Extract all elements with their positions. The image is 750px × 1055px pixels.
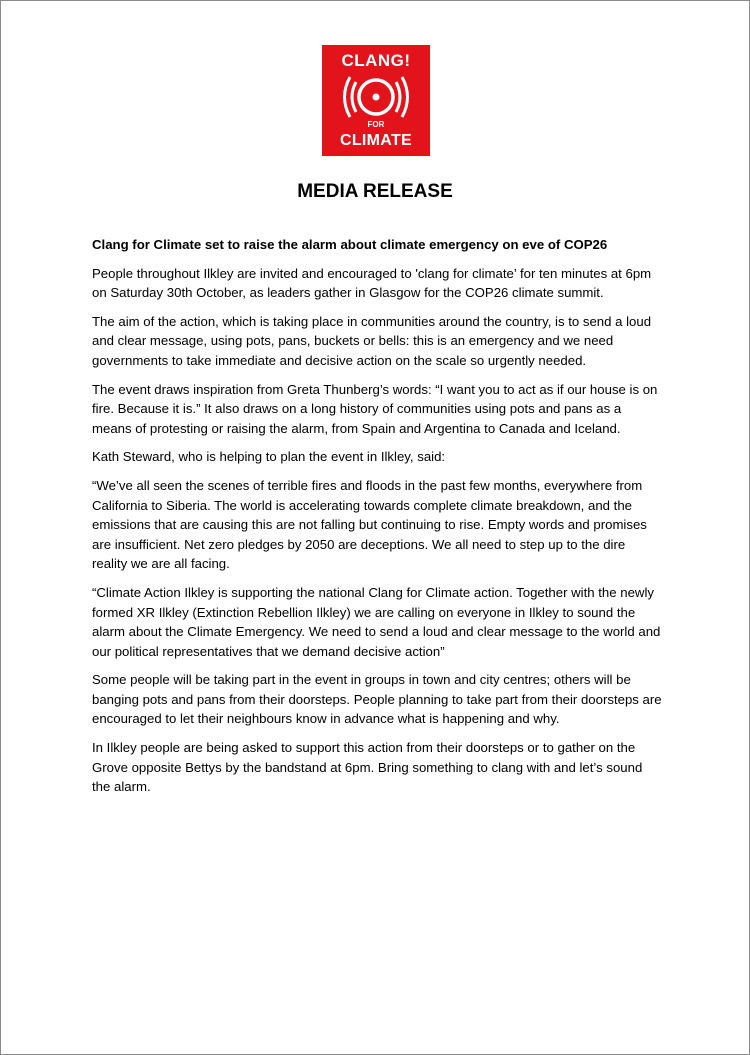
paragraph-participation: Some people will be taking part in the event in groups in town and city centres; others will be banging pots and pans from their doorsteps. People planning to take part from their doorsteps are encouraged to let their neighbours know in advance what is happening and why. — [92, 672, 662, 727]
release-body — [92, 235, 662, 806]
alarm-bell-icon — [336, 70, 416, 126]
paragraph-speaker-intro: Kath Steward, who is helping to plan the event in Ilkley, said: — [92, 449, 446, 465]
logo-bottom-text: CLIMATE — [339, 132, 412, 149]
logo-middle-text: FOR — [367, 120, 385, 129]
page-title: MEDIA RELEASE — [297, 181, 453, 202]
paragraph-quote-2: “Climate Action Ilkley is supporting the national Clang for Climate action. Together with the newly formed XR Ilkley (Extinction Rebellion Ilkley) we are calling on everyone in Ilkley to sound the alarm about the Climate Emergency. We need to send a loud and clear message to the world and our political representatives that we demand decisive action” — [92, 584, 661, 659]
paragraph-aim: The aim of the action, which is taking place in communities around the country, is to send a loud and clear message, using pots, pans, buckets or bells: this is an emergency and we need governments to take immediate and decisive action on the scale so urgently needed. — [92, 313, 652, 368]
logo-top-text: CLANG! — [341, 51, 411, 70]
paragraph-inspiration: The event draws inspiration from Greta Thunberg’s words: “I want you to act as if our house is on fire. Because it is.” It also draws on a long history of communities using pots and pans as a means of protesting or raising the alarm, from Spain and Argentina to Canada and Iceland. — [92, 381, 658, 436]
paragraph-quote-1: “We’ve all seen the scenes of terrible fires and floods in the past few months, everywhere from California to Siberia. The world is accelerating towards complete climate breakdown, and the emissions that are causing this are not falling but continuing to rise. Empty words and promises are insufficient. Net zero pledges by 2050 are deceptions. We all need to step up to the dire reality we are all facing. — [92, 477, 647, 572]
release-heading: Clang for Climate set to raise the alarm about climate emergency on eve of COP26 — [92, 237, 608, 252]
paragraph-intro: People throughout Ilkley are invited and encouraged to 'clang for climate’ for ten minutes at 6pm on Saturday 30th October, as leaders gather in Glasgow for the COP26 climate summit. — [92, 265, 652, 301]
paragraph-ilkley-details: In Ilkley people are being asked to support this action from their doorsteps or to gather on the Grove opposite Bettys by the bandstand at 6pm. Bring something to clang with and let’s sound the alarm. — [92, 740, 643, 795]
clang-for-climate-logo — [322, 45, 430, 156]
